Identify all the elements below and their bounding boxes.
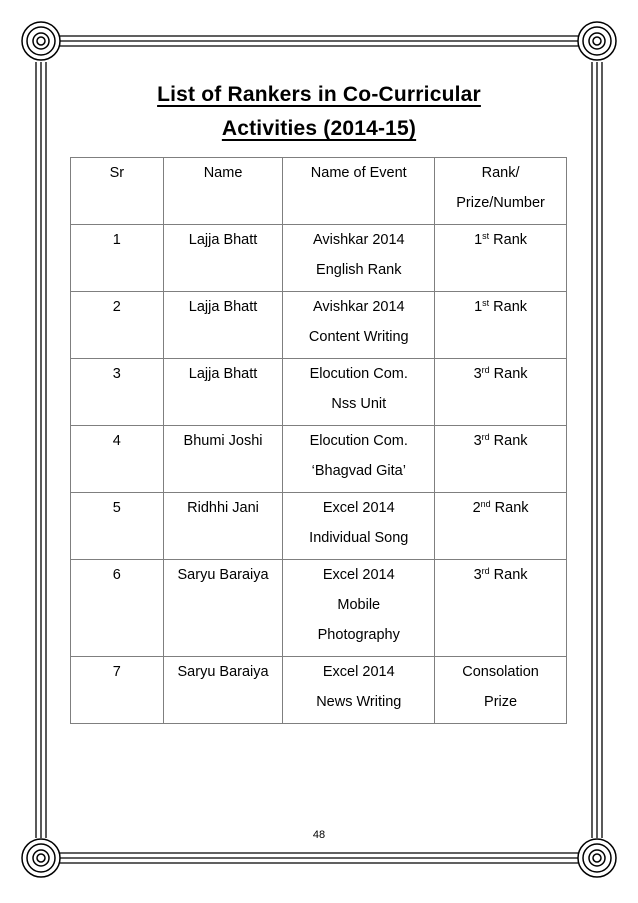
rank-word: Rank bbox=[490, 500, 529, 516]
sr-value: 6 bbox=[112, 567, 121, 583]
table-row bbox=[71, 426, 567, 493]
rank-ordinal-suffix: rd bbox=[481, 566, 490, 576]
rank-word: Rank bbox=[489, 232, 528, 248]
rank-number: 3 bbox=[473, 366, 482, 382]
rank-word: Rank bbox=[489, 366, 528, 382]
table-row bbox=[71, 493, 567, 560]
cell-name bbox=[163, 225, 283, 292]
sr-value: 5 bbox=[112, 500, 121, 516]
rank-ordinal-suffix: rd bbox=[481, 365, 490, 375]
table-row bbox=[71, 359, 567, 426]
event-line: Excel 2014 bbox=[322, 664, 395, 680]
event-line: Individual Song bbox=[309, 530, 409, 546]
event-line: Nss Unit bbox=[331, 396, 387, 412]
header-name: Name bbox=[163, 158, 283, 225]
rank-value bbox=[439, 426, 562, 456]
cell-rank bbox=[435, 292, 567, 359]
rank-ordinal-suffix: nd bbox=[480, 499, 491, 509]
cell-sr bbox=[71, 426, 164, 493]
rank-ordinal-suffix: st bbox=[482, 231, 490, 241]
header-rank: Rank/ Prize/Number bbox=[435, 158, 567, 225]
corner-ornament-top-right bbox=[578, 22, 616, 60]
table-header-row bbox=[71, 158, 567, 225]
rank-line: Prize bbox=[484, 694, 518, 710]
name-value: Bhumi Joshi bbox=[183, 433, 263, 449]
cell-event bbox=[283, 225, 435, 292]
cell-sr bbox=[71, 359, 164, 426]
rank-word: Rank bbox=[489, 433, 528, 449]
rank-ordinal-suffix: rd bbox=[481, 432, 490, 442]
rank-number: 1 bbox=[474, 232, 483, 248]
cell-name bbox=[163, 560, 283, 657]
rank-number: 2 bbox=[472, 500, 481, 516]
event-line: Excel 2014 bbox=[322, 567, 395, 583]
cell-name bbox=[163, 426, 283, 493]
cell-name bbox=[163, 292, 283, 359]
page-title-line-1 bbox=[0, 84, 638, 105]
rank-value bbox=[439, 225, 562, 255]
rank-value bbox=[439, 493, 562, 523]
cell-sr bbox=[71, 657, 164, 724]
name-value: Lajja Bhatt bbox=[188, 232, 258, 248]
name-value: Saryu Baraiya bbox=[177, 567, 269, 583]
event-line: ‘Bhagvad Gita’ bbox=[311, 463, 406, 479]
sr-value: 7 bbox=[112, 664, 121, 680]
cell-rank bbox=[435, 359, 567, 426]
cell-sr bbox=[71, 292, 164, 359]
rank-value bbox=[439, 560, 562, 590]
name-value: Lajja Bhatt bbox=[188, 366, 258, 382]
page-title-text-2: Activities (2014-15) bbox=[221, 117, 417, 140]
corner-ornament-bottom-right bbox=[578, 839, 616, 877]
event-line: Avishkar 2014 bbox=[312, 232, 405, 248]
rank-ordinal-suffix: st bbox=[482, 298, 490, 308]
page-number: 48 bbox=[312, 829, 326, 841]
name-value: Lajja Bhatt bbox=[188, 299, 258, 315]
cell-rank bbox=[435, 426, 567, 493]
sr-value: 2 bbox=[112, 299, 121, 315]
name-value: Saryu Baraiya bbox=[177, 664, 269, 680]
event-line: Elocution Com. bbox=[309, 366, 408, 382]
cell-name bbox=[163, 493, 283, 560]
rank-line: Consolation bbox=[462, 664, 539, 680]
rank-value bbox=[439, 292, 562, 322]
table-row bbox=[71, 292, 567, 359]
event-line: Photography bbox=[317, 627, 400, 643]
rank-word: Rank bbox=[489, 299, 528, 315]
header-event: Name of Event bbox=[283, 158, 435, 225]
event-line: Mobile bbox=[337, 597, 381, 613]
rankers-table bbox=[70, 157, 567, 724]
cell-sr bbox=[71, 493, 164, 560]
cell-event bbox=[283, 359, 435, 426]
cell-event bbox=[283, 426, 435, 493]
page-title-line-2 bbox=[0, 118, 638, 139]
rank-value bbox=[439, 359, 562, 389]
event-line: Content Writing bbox=[308, 329, 409, 345]
rank-word: Rank bbox=[489, 567, 528, 583]
table-row bbox=[71, 225, 567, 292]
rank-number: 3 bbox=[473, 567, 482, 583]
event-line: Avishkar 2014 bbox=[312, 299, 405, 315]
corner-ornament-bottom-left bbox=[22, 839, 60, 877]
sr-value: 1 bbox=[112, 232, 121, 248]
event-line: Excel 2014 bbox=[322, 500, 395, 516]
cell-rank bbox=[435, 657, 567, 724]
cell-sr bbox=[71, 225, 164, 292]
cell-event bbox=[283, 292, 435, 359]
cell-rank bbox=[435, 560, 567, 657]
name-value: Ridhhi Jani bbox=[187, 500, 259, 516]
page-title-text-1: List of Rankers in Co-Curricular bbox=[157, 83, 481, 106]
rank-number: 3 bbox=[473, 433, 482, 449]
cell-event bbox=[283, 560, 435, 657]
table-row bbox=[71, 560, 567, 657]
event-line: Elocution Com. bbox=[309, 433, 408, 449]
corner-ornament-top-left bbox=[22, 22, 60, 60]
sr-value: 4 bbox=[112, 433, 121, 449]
cell-event bbox=[283, 493, 435, 560]
event-line: News Writing bbox=[316, 694, 402, 710]
table-body bbox=[71, 225, 567, 724]
cell-rank bbox=[435, 493, 567, 560]
cell-sr bbox=[71, 560, 164, 657]
cell-event bbox=[283, 657, 435, 724]
table-row bbox=[71, 657, 567, 724]
event-line: English Rank bbox=[316, 262, 402, 278]
cell-name bbox=[163, 359, 283, 426]
cell-name bbox=[163, 657, 283, 724]
sr-value: 3 bbox=[112, 366, 121, 382]
rank-number: 1 bbox=[474, 299, 483, 315]
header-sr: Sr bbox=[71, 158, 164, 225]
cell-rank bbox=[435, 225, 567, 292]
